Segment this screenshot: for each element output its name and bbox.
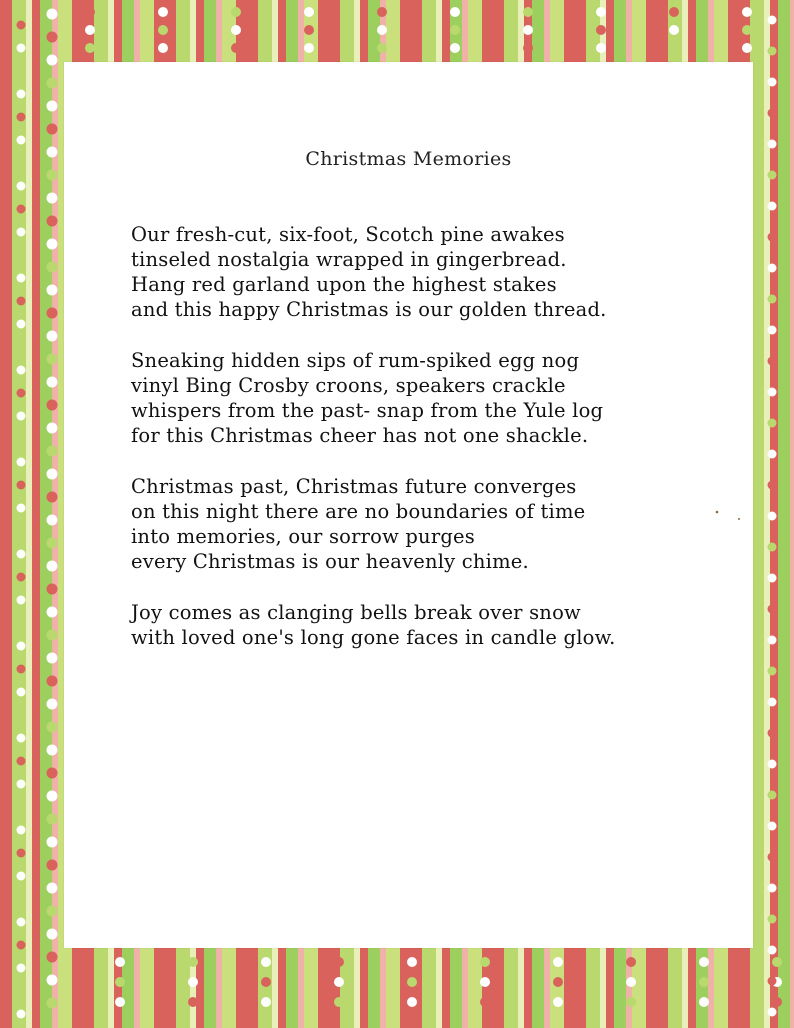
poem-line: with loved one's long gone faces in candle glow. (131, 626, 616, 649)
border-dot (304, 7, 314, 17)
poem-line: into memories, our sorrow purges (131, 525, 475, 548)
border-dot (17, 159, 26, 168)
border-dot (47, 55, 58, 66)
border-dot (304, 25, 314, 35)
poem-line: every Christmas is our heavenly chime. (131, 550, 529, 573)
border-dot (17, 205, 26, 214)
border-dot (47, 860, 58, 871)
border-dot (17, 964, 26, 973)
border-dot (768, 233, 777, 242)
poem-page (64, 62, 753, 948)
border-dot (47, 929, 58, 940)
border-dot (231, 25, 241, 35)
border-dot (626, 997, 636, 1007)
border-dot (450, 25, 460, 35)
border-dot (17, 228, 26, 237)
border-dot (17, 67, 26, 76)
border-dot (523, 7, 533, 17)
border-dot (17, 527, 26, 536)
border-dot (47, 400, 58, 411)
border-dot (768, 853, 777, 862)
border-dot (596, 25, 606, 35)
border-dot (85, 7, 95, 17)
border-dot (261, 957, 271, 967)
border-dot (17, 1010, 26, 1019)
border-dot (768, 698, 777, 707)
border-dot (699, 957, 709, 967)
paper-specks (714, 509, 744, 523)
border-dot (47, 170, 58, 181)
poem-line: whispers from the past- snap from the Yule log (131, 399, 604, 422)
border-dot (17, 458, 26, 467)
border-dot (261, 997, 271, 1007)
border-dot (768, 16, 777, 25)
border-dot (17, 44, 26, 53)
border-dot (768, 78, 777, 87)
border-dot (115, 997, 125, 1007)
border-dot (17, 435, 26, 444)
border-dot (231, 7, 241, 17)
border-dot (17, 573, 26, 582)
border-dot (188, 977, 198, 987)
border-dot (17, 803, 26, 812)
border-dot (17, 21, 26, 30)
border-dot (407, 957, 417, 967)
border-dot (334, 997, 344, 1007)
stanza-2 (131, 348, 731, 448)
border-dot (768, 512, 777, 521)
border-dot (407, 997, 417, 1007)
poem-line: Joy comes as clanging bells break over snow (131, 601, 581, 624)
border-dot (768, 481, 777, 490)
border-dot (768, 667, 777, 676)
border-dot (17, 711, 26, 720)
border-dot (47, 492, 58, 503)
border-dot (47, 469, 58, 480)
border-dot (768, 915, 777, 924)
border-dot (85, 25, 95, 35)
border-dot (669, 25, 679, 35)
poem-title: Christmas Memories (305, 148, 512, 170)
border-dot (699, 977, 709, 987)
border-dot (17, 757, 26, 766)
border-dot (17, 642, 26, 651)
border-dot (17, 826, 26, 835)
border-dot (768, 450, 777, 459)
poem-line: Our fresh-cut, six-foot, Scotch pine awakes (131, 223, 565, 246)
border-dot (47, 745, 58, 756)
border-dot (47, 837, 58, 848)
border-dot (85, 43, 95, 53)
border-dot (772, 957, 782, 967)
border-dot (17, 412, 26, 421)
border-dot (768, 946, 777, 955)
border-dot (231, 43, 241, 53)
border-dot (17, 665, 26, 674)
border-dot (768, 605, 777, 614)
border-dot (47, 354, 58, 365)
border-dot (17, 343, 26, 352)
border-dot (626, 977, 636, 987)
border-dot (17, 113, 26, 122)
border-dot (47, 791, 58, 802)
border-dot (17, 688, 26, 697)
border-dot (47, 124, 58, 135)
border-dot (17, 895, 26, 904)
border-dot (480, 997, 490, 1007)
poem-line: Sneaking hidden sips of rum-spiked egg nog (131, 349, 580, 372)
border-dot (768, 388, 777, 397)
poem-line: on this night there are no boundaries of time (131, 500, 586, 523)
border-dot (47, 193, 58, 204)
speck (716, 511, 719, 514)
border-dot (17, 481, 26, 490)
border-dot (768, 791, 777, 800)
border-dot (17, 251, 26, 260)
border-dot (17, 320, 26, 329)
border-dot (768, 47, 777, 56)
stanza-4 (131, 600, 731, 650)
border-dot (768, 357, 777, 366)
border-dot (17, 918, 26, 927)
border-dot (17, 780, 26, 789)
border-dot (523, 43, 533, 53)
border-dot (17, 987, 26, 996)
poem-line: for this Christmas cheer has not one shackle. (131, 424, 589, 447)
border-dot (304, 43, 314, 53)
border-dot (450, 7, 460, 17)
poem-line: Christmas past, Christmas future converges (131, 475, 577, 498)
stanza-3 (131, 474, 731, 574)
border-dot (158, 43, 168, 53)
border-dot (334, 977, 344, 987)
border-dot (768, 574, 777, 583)
border-dot (768, 202, 777, 211)
border-dot (47, 147, 58, 158)
border-dot (377, 7, 387, 17)
border-dot (742, 7, 752, 17)
border-dot (47, 883, 58, 894)
border-dot (47, 377, 58, 388)
border-dot (768, 822, 777, 831)
speck (738, 518, 740, 520)
border-dot (47, 630, 58, 641)
border-dot (772, 997, 782, 1007)
border-dot (742, 43, 752, 53)
border-dot (47, 722, 58, 733)
border-dot (626, 957, 636, 967)
border-dot (47, 239, 58, 250)
border-dot (768, 760, 777, 769)
border-dot (47, 975, 58, 986)
border-dot (480, 957, 490, 967)
border-dot (115, 977, 125, 987)
border-dot (47, 998, 58, 1009)
border-dot (768, 729, 777, 738)
border-dot (768, 636, 777, 645)
border-dot (377, 25, 387, 35)
border-dot (17, 274, 26, 283)
border-dot (17, 504, 26, 513)
border-dot (17, 734, 26, 743)
border-dot (47, 653, 58, 664)
border-dot (742, 25, 752, 35)
border-dot (47, 561, 58, 572)
border-dot (768, 326, 777, 335)
border-dot (17, 90, 26, 99)
border-dot (377, 43, 387, 53)
border-dot (47, 262, 58, 273)
border-dot (47, 331, 58, 342)
border-dot (47, 308, 58, 319)
border-dot (47, 814, 58, 825)
border-dot (596, 43, 606, 53)
border-dot (17, 136, 26, 145)
border-dot (553, 977, 563, 987)
border-dot (17, 550, 26, 559)
border-dot (480, 977, 490, 987)
border-dot (47, 676, 58, 687)
border-dot (17, 366, 26, 375)
poem-line: and this happy Christmas is our golden thread. (131, 298, 607, 321)
border-dot (47, 538, 58, 549)
border-dot (188, 957, 198, 967)
border-dot (768, 264, 777, 273)
border-dot (768, 171, 777, 180)
border-dot (450, 43, 460, 53)
border-dot (334, 957, 344, 967)
border-dot (523, 25, 533, 35)
poem-line: vinyl Bing Crosby croons, speakers crackle (131, 374, 566, 397)
border-dot (553, 997, 563, 1007)
border-dot (47, 768, 58, 779)
border-dot (261, 977, 271, 987)
border-dot (553, 957, 563, 967)
border-dot (669, 43, 679, 53)
stanza-1 (131, 222, 731, 322)
border-dot (47, 699, 58, 710)
border-dot (17, 596, 26, 605)
border-dot (669, 7, 679, 17)
border-dot (407, 977, 417, 987)
border-dot (17, 182, 26, 191)
poem-line: Hang red garland upon the highest stakes (131, 273, 557, 296)
border-dot (158, 25, 168, 35)
border-dot (47, 446, 58, 457)
border-dot (47, 952, 58, 963)
border-dot (47, 285, 58, 296)
border-dot (115, 957, 125, 967)
border-dot (47, 32, 58, 43)
border-dot (768, 140, 777, 149)
border-dot (17, 619, 26, 628)
border-dot (596, 7, 606, 17)
border-dot (768, 419, 777, 428)
border-dot (47, 607, 58, 618)
border-dot (47, 906, 58, 917)
border-dot (768, 1008, 777, 1017)
border-dot (188, 997, 198, 1007)
border-dot (768, 109, 777, 118)
border-dot (768, 543, 777, 552)
border-dot (768, 977, 777, 986)
border-dot (47, 216, 58, 227)
border-dot (47, 78, 58, 89)
border-dot (768, 884, 777, 893)
border-dot (47, 423, 58, 434)
border-dot (17, 941, 26, 950)
border-dot (47, 101, 58, 112)
border-dot (47, 515, 58, 526)
border-dot (47, 584, 58, 595)
border-dot (17, 297, 26, 306)
border-dot (768, 295, 777, 304)
border-dot (47, 9, 58, 20)
border-dot (158, 7, 168, 17)
border-dot (17, 849, 26, 858)
border-dot (699, 997, 709, 1007)
poem-line: tinseled nostalgia wrapped in gingerbread. (131, 248, 567, 271)
border-dot (17, 872, 26, 881)
border-dot (17, 389, 26, 398)
